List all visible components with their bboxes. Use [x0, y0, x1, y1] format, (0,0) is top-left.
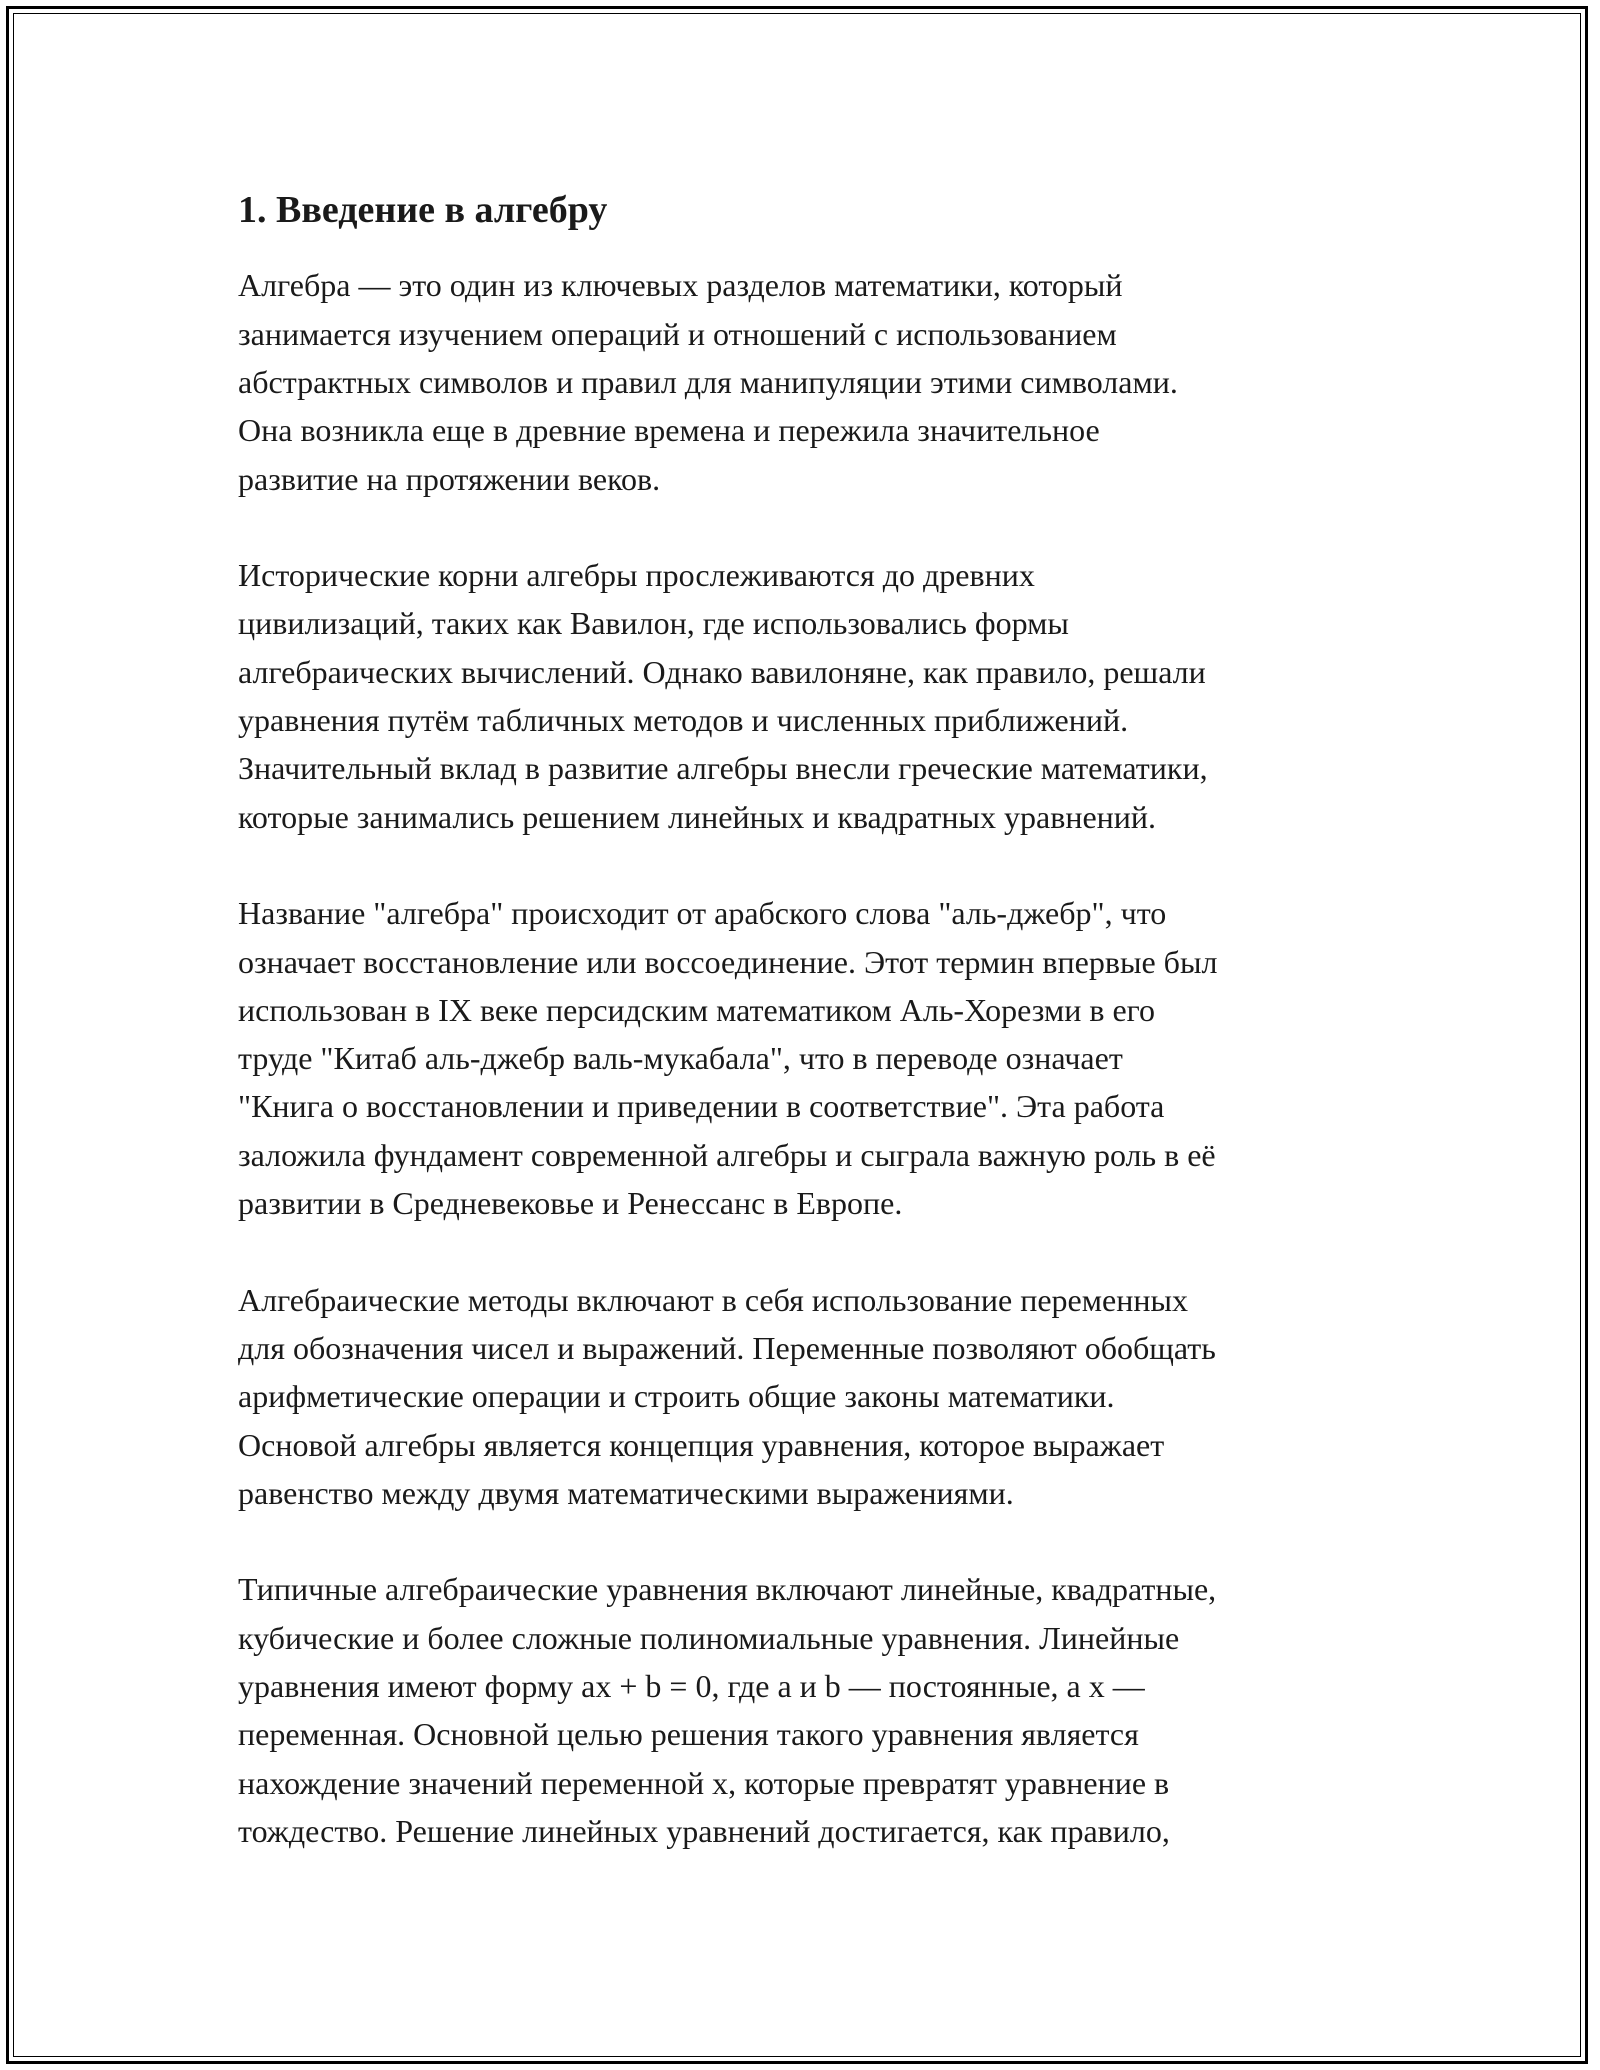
paragraph-etymology: Название "алгебра" происходит от арабского слова "аль-джебр", что означает восстановление или воссоединение. Этот термин впервые был использован в IX веке персидским математиком Аль-Хорезми в его труде "Китаб аль-джебр валь-мукабала", что в переводе означает "Книга о восстановлении и приведении в соответствие". Эта работа заложила фундамент современной алгебры и сыграла важную роль в её развитии в Средневековье и Ренессанс в Европе.: [238, 895, 1218, 1222]
page-frame: [6, 6, 1588, 2064]
paragraph-methods: Алгебраические методы включают в себя использование переменных для обозначения чисел и выражений. Переменные позволяют обобщать арифметические операции и строить общие законы математики. Основой алгебры является концепция уравнения, которое выражает равенство между двумя математическими выражениями.: [238, 1281, 1216, 1511]
paragraph-intro: Алгебра — это один из ключевых разделов математики, который занимается изучением операций и отношений с использованием абстрактных символов и правил для манипуляции этими символами. Она возникла еще в древние времена и пережила значительное развитие на протяжении веков.: [238, 267, 1178, 497]
paragraph-equations: Типичные алгебраические уравнения включают линейные, квадратные, кубические и более сложные полиномиальные уравнения. Линейные уравнения имеют форму ax + b = 0, где a и b — постоянные, а x — переменная. Основной целью решения такого уравнения является нахождение значений переменной x, которые превратят уравнение в тождество. Решение линейных уравнений достигается, как правило,: [238, 1571, 1217, 1849]
paragraph-history: Исторические корни алгебры прослеживаются до древних цивилизаций, таких как Вавилон, где использовались формы алгебраических вычислений. Однако вавилоняне, как правило, решали уравнения путём табличных методов и численных приближений. Значительный вклад в развитие алгебры внесли греческие математики, которые занимались решением линейных и квадратных уравнений.: [238, 557, 1208, 835]
section-title: 1. Введение в алгебру: [238, 189, 608, 231]
document-body: [238, 186, 1388, 1903]
